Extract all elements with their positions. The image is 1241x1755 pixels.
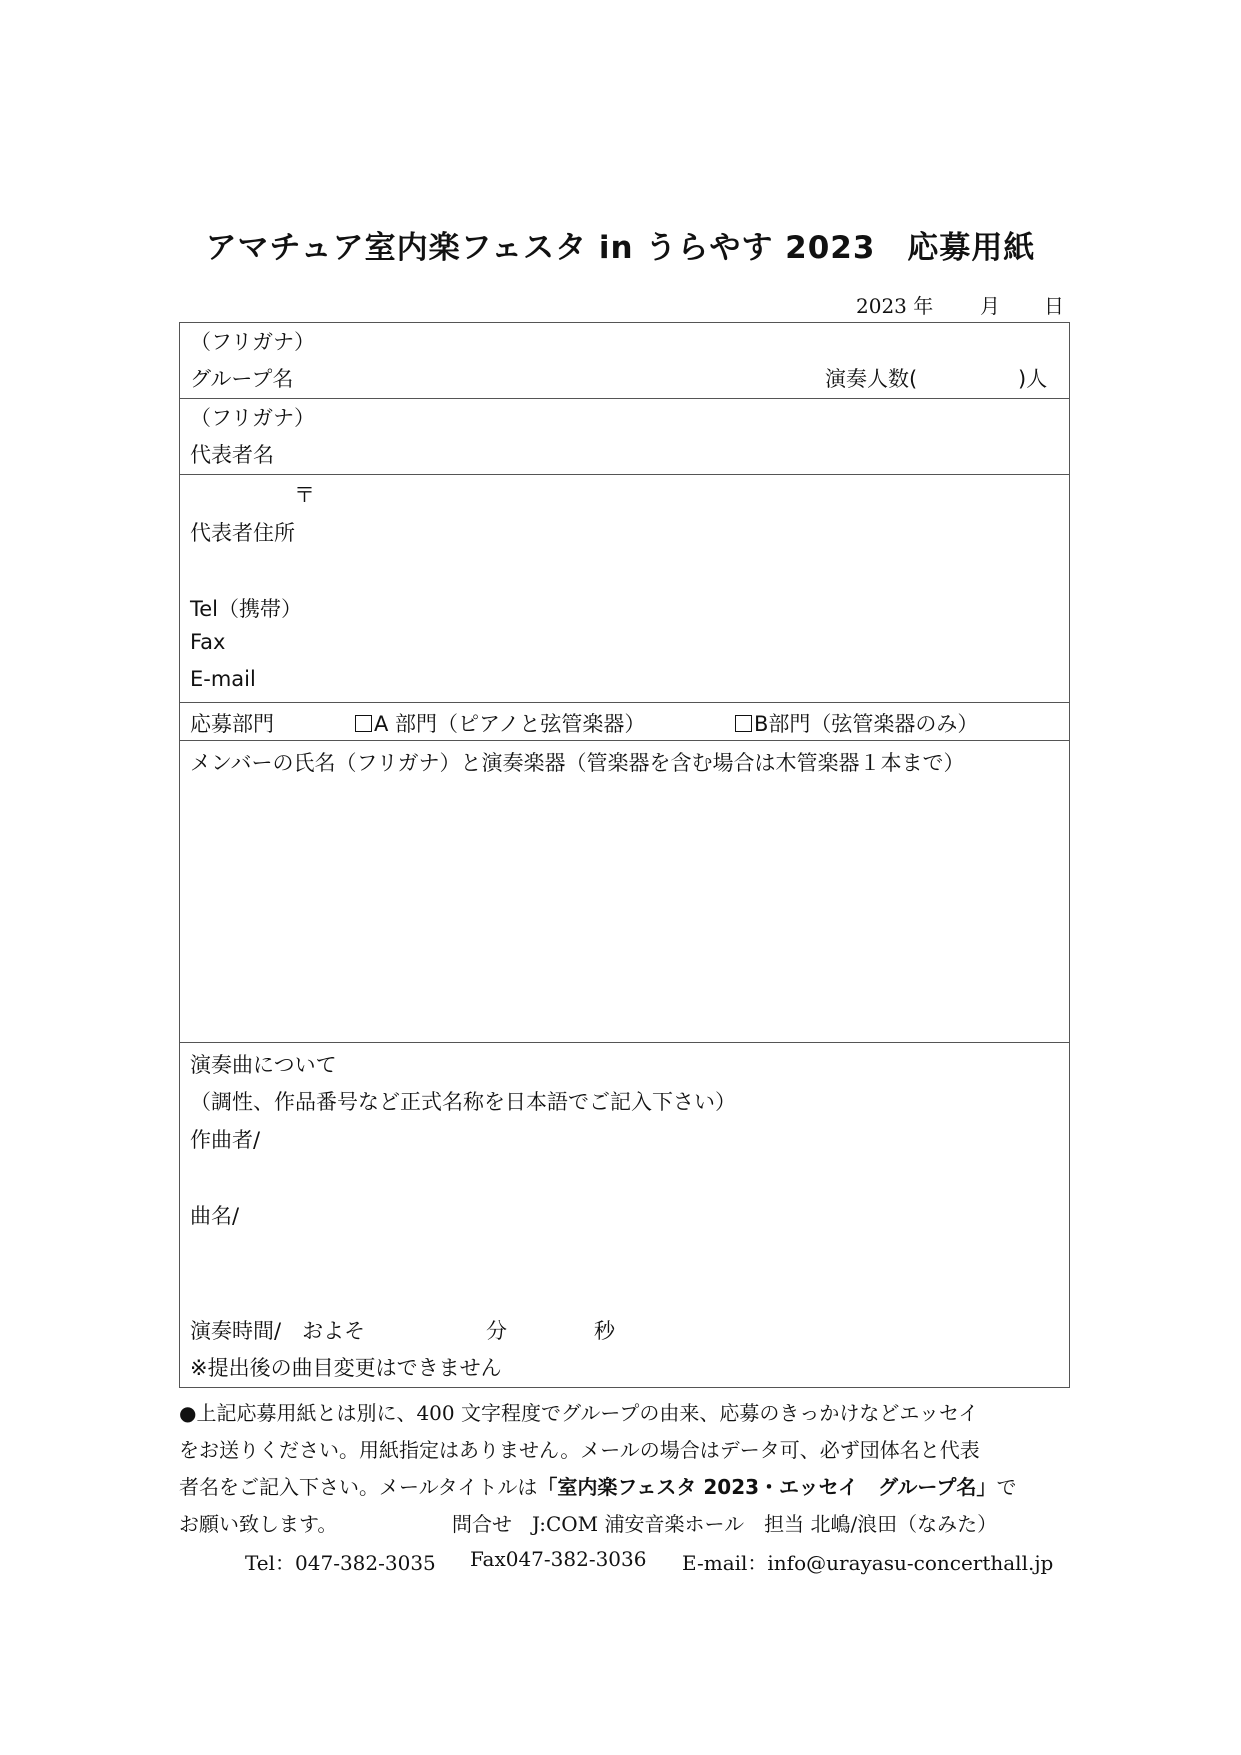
essay-note-line-3-c: で — [996, 1475, 1017, 1499]
group-row[interactable] — [180, 323, 1069, 399]
essay-note-line-2: をお送りください。用紙指定はありません。メールの場合はデータ可、必ず団体名と代表 — [179, 1438, 980, 1462]
division-row — [180, 703, 1069, 741]
representative-row[interactable] — [180, 399, 1069, 475]
members-row[interactable] — [180, 741, 1069, 1043]
contact-info: 問合せ J:COM 浦安音楽ホール 担当 北嶋/浪田（なみた） — [452, 1512, 998, 1536]
essay-note-line-3-a: 者名をご記入下さい。メールタイトルは — [179, 1475, 538, 1499]
essay-note-line-4 — [179, 1508, 1079, 1537]
seconds-label: 秒 — [594, 1319, 615, 1343]
tel-label: Tel（携帯） — [190, 597, 303, 621]
email-label: E-mail — [190, 667, 256, 691]
fax-label: Fax — [190, 630, 226, 654]
date-month: 月 — [980, 294, 1000, 318]
piece-heading: 演奏曲について — [190, 1053, 337, 1077]
performer-count-unit: )人 — [1018, 367, 1048, 391]
members-label: メンバーの氏名（フリガナ）と演奏楽器（管楽器を含む場合は木管楽器１本まで） — [190, 751, 965, 775]
duration-label: 演奏時間/ およそ — [190, 1319, 366, 1343]
contact-fax: Fax047-382-3036 — [470, 1547, 647, 1571]
contact-email[interactable]: E-mail：info@urayasu-concerthall.jp — [682, 1551, 1054, 1575]
piece-row[interactable] — [180, 1043, 1069, 1389]
application-form — [179, 322, 1070, 1388]
essay-note-line-4-a: お願い致します。 — [179, 1512, 338, 1536]
rep-name-label: 代表者名 — [190, 443, 274, 467]
date-year: 2023 年 — [856, 294, 934, 318]
division-b-checkbox[interactable] — [735, 715, 752, 732]
composer-label: 作曲者/ — [190, 1128, 261, 1152]
rep-furigana-label: （フリガナ） — [190, 406, 315, 430]
essay-note-line-1: ●上記応募用紙とは別に、400 文字程度でグループの由来、応募のきっかけなどエッセイ — [179, 1401, 979, 1425]
division-b-label: B部門（弦管楽器のみ） — [754, 712, 979, 736]
contact-tel: Tel：047-382-3035 — [245, 1551, 436, 1575]
piece-instruction: （調性、作品番号など正式名称を日本語でご記入下さい） — [190, 1090, 736, 1114]
essay-note-line-3 — [179, 1471, 1079, 1500]
group-name-label: グループ名 — [190, 367, 294, 391]
division-a-label: A 部門（ピアノと弦管楽器） — [374, 712, 646, 736]
group-furigana-label: （フリガナ） — [190, 330, 315, 354]
address-label: 代表者住所 — [190, 521, 295, 545]
date-day: 日 — [1044, 294, 1064, 318]
mail-subject: 「室内楽フェスタ 2023・エッセイ グループ名」 — [537, 1475, 997, 1499]
change-notice: ※提出後の曲目変更はできません — [190, 1356, 502, 1380]
performer-count-label: 演奏人数( — [825, 367, 918, 391]
address-row[interactable] — [180, 475, 1069, 703]
division-a-checkbox[interactable] — [355, 715, 372, 732]
piece-title-label: 曲名/ — [190, 1204, 240, 1228]
minutes-label: 分 — [486, 1319, 507, 1343]
form-title: アマチュア室内楽フェスタ in うらやす 2023 応募用紙 — [205, 230, 1036, 266]
division-label: 応募部門 — [190, 712, 274, 736]
postal-mark: 〒 — [294, 483, 315, 507]
